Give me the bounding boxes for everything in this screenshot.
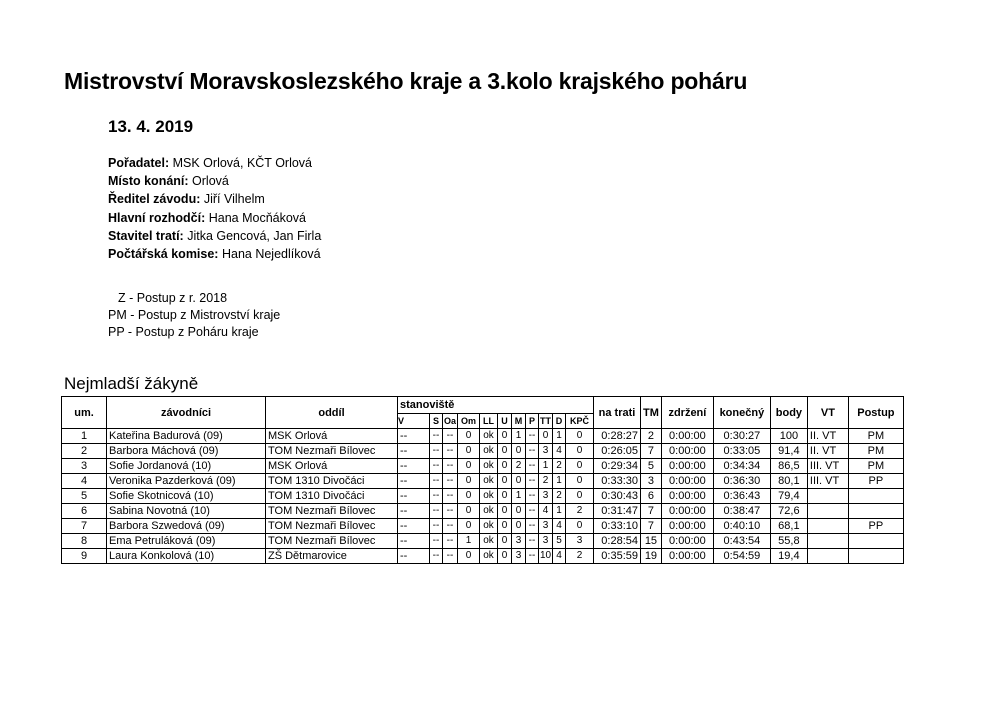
station-cell: 0	[566, 459, 594, 474]
on-course-cell: 0:35:59	[594, 549, 641, 564]
table-row	[62, 429, 904, 444]
station-cell: 0	[458, 519, 480, 534]
col-name: závodníci	[107, 397, 266, 429]
final-cell: 0:36:30	[713, 474, 770, 489]
station-cell: 0	[458, 429, 480, 444]
vt-cell	[807, 504, 848, 519]
advance-cell	[848, 489, 903, 504]
final-cell: 0:54:59	[713, 549, 770, 564]
points-cell: 80,1	[770, 474, 807, 489]
final-cell: 0:34:34	[713, 459, 770, 474]
station-col-v: V	[398, 414, 430, 429]
station-cell: 0	[498, 444, 512, 459]
station-cell: ok	[480, 444, 498, 459]
rank-cell: 1	[62, 429, 107, 444]
on-course-cell: 0:30:43	[594, 489, 641, 504]
station-cell: 2	[566, 549, 594, 564]
station-cell: ok	[480, 429, 498, 444]
station-col-kpč: KPČ	[566, 414, 594, 429]
advance-cell	[848, 549, 903, 564]
station-col-s: S	[430, 414, 443, 429]
tm-cell: 15	[641, 534, 662, 549]
club-cell: TOM 1310 Divočáci	[266, 474, 398, 489]
col-advance: Postup	[848, 397, 903, 429]
station-cell: 0	[498, 459, 512, 474]
col-tm: TM	[641, 397, 662, 429]
final-cell: 0:43:54	[713, 534, 770, 549]
rank-cell: 9	[62, 549, 107, 564]
vt-cell	[807, 519, 848, 534]
station-cell: 4	[553, 444, 566, 459]
station-cell: ok	[480, 549, 498, 564]
station-cell: --	[398, 504, 430, 519]
info-value: MSK Orlová, KČT Orlová	[172, 156, 313, 170]
station-cell: 2	[553, 489, 566, 504]
table-row	[62, 504, 904, 519]
delay-cell: 0:00:00	[661, 519, 713, 534]
on-course-cell: 0:33:30	[594, 474, 641, 489]
station-cell: --	[443, 519, 458, 534]
on-course-cell: 0:28:27	[594, 429, 641, 444]
info-value: Jiří Vilhelm	[203, 192, 265, 207]
table-row	[62, 549, 904, 564]
station-cell: 4	[553, 549, 566, 564]
delay-cell: 0:00:00	[661, 459, 713, 474]
club-cell: MSK Orlová	[266, 429, 398, 444]
club-cell: TOM Nezmaři Bílovec	[266, 534, 398, 549]
rank-cell: 7	[62, 519, 107, 534]
station-col-oa: Oa	[443, 414, 458, 429]
legend-item: Z - Postup z r. 2018	[118, 291, 228, 305]
tm-cell: 3	[641, 474, 662, 489]
station-cell: --	[526, 504, 539, 519]
points-cell: 86,5	[770, 459, 807, 474]
points-cell: 79,4	[770, 489, 807, 504]
results-table	[61, 396, 904, 564]
station-cell: 0	[458, 549, 480, 564]
table-row	[62, 459, 904, 474]
station-cell: 0	[458, 459, 480, 474]
name-cell: Sofie Jordanová (10)	[107, 459, 266, 474]
station-cell: 0	[458, 504, 480, 519]
vt-cell: III. VT	[807, 474, 848, 489]
delay-cell: 0:00:00	[661, 429, 713, 444]
event-info	[108, 154, 321, 263]
station-cell: 3	[539, 534, 553, 549]
rank-cell: 2	[62, 444, 107, 459]
vt-cell: II. VT	[807, 429, 848, 444]
station-cell: 0	[512, 519, 526, 534]
station-cell: --	[526, 519, 539, 534]
tm-cell: 7	[641, 444, 662, 459]
points-cell: 19,4	[770, 549, 807, 564]
delay-cell: 0:00:00	[661, 489, 713, 504]
station-cell: 3	[539, 444, 553, 459]
club-cell: ZŠ Dětmarovice	[266, 549, 398, 564]
col-stations: stanoviště	[398, 397, 594, 414]
station-cell: --	[398, 444, 430, 459]
col-on-course: na trati	[594, 397, 641, 429]
station-cell: 2	[539, 474, 553, 489]
info-row-director	[108, 190, 321, 208]
advance-cell	[848, 534, 903, 549]
page-title: Mistrovství Moravskoslezského kraje a 3.kolo krajského poháru	[64, 68, 748, 94]
name-cell: Barbora Máchová (09)	[107, 444, 266, 459]
info-label: Ředitel závodu:	[108, 192, 201, 207]
tm-cell: 5	[641, 459, 662, 474]
advance-cell: PM	[848, 459, 903, 474]
vt-cell	[807, 549, 848, 564]
table-row	[62, 489, 904, 504]
on-course-cell: 0:29:34	[594, 459, 641, 474]
station-cell: 0	[566, 519, 594, 534]
station-cell: --	[430, 519, 443, 534]
results-body	[62, 429, 904, 564]
station-cell: --	[430, 534, 443, 549]
station-cell: --	[398, 489, 430, 504]
station-cell: --	[443, 549, 458, 564]
info-label: Pořadatel:	[108, 156, 170, 170]
station-cell: 0	[498, 429, 512, 444]
station-col-tt: TT	[539, 414, 553, 429]
station-cell: 0	[498, 519, 512, 534]
info-label: Stavitel tratí:	[108, 228, 184, 243]
name-cell: Laura Konkolová (10)	[107, 549, 266, 564]
station-cell: ok	[480, 534, 498, 549]
station-cell: 0	[566, 444, 594, 459]
rank-cell: 3	[62, 459, 107, 474]
station-cell: --	[430, 489, 443, 504]
name-cell: Veronika Pazderková (09)	[107, 474, 266, 489]
name-cell: Kateřina Badurová (09)	[107, 429, 266, 444]
rank-cell: 5	[62, 489, 107, 504]
station-cell: ok	[480, 504, 498, 519]
vt-cell	[807, 489, 848, 504]
delay-cell: 0:00:00	[661, 504, 713, 519]
station-cell: ok	[480, 474, 498, 489]
section-title: Nejmladší žákyně	[64, 374, 199, 393]
station-cell: 0	[566, 489, 594, 504]
station-cell: 0	[566, 474, 594, 489]
on-course-cell: 0:33:10	[594, 519, 641, 534]
delay-cell: 0:00:00	[661, 474, 713, 489]
table-row	[62, 474, 904, 489]
col-points: body	[770, 397, 807, 429]
name-cell: Sabina Novotná (10)	[107, 504, 266, 519]
station-cell: 5	[553, 534, 566, 549]
station-cell: --	[398, 534, 430, 549]
station-cell: 1	[539, 459, 553, 474]
table-row	[62, 534, 904, 549]
info-value: Hana Mocňáková	[208, 210, 306, 225]
rank-cell: 4	[62, 474, 107, 489]
station-cell: 3	[512, 549, 526, 564]
station-cell: --	[398, 519, 430, 534]
legend-item: PP - Postup z Poháru kraje	[108, 325, 259, 339]
station-cell: --	[430, 459, 443, 474]
station-cell: 3	[512, 534, 526, 549]
info-row-organizer	[108, 154, 321, 172]
col-vt: VT	[807, 397, 848, 429]
col-rank: um.	[62, 397, 107, 429]
station-cell: --	[430, 474, 443, 489]
station-cell: --	[526, 549, 539, 564]
name-cell: Ema Petruláková (09)	[107, 534, 266, 549]
club-cell: TOM Nezmaři Bílovec	[266, 444, 398, 459]
delay-cell: 0:00:00	[661, 549, 713, 564]
station-col-d: D	[553, 414, 566, 429]
station-cell: --	[526, 489, 539, 504]
station-cell: --	[526, 534, 539, 549]
vt-cell: III. VT	[807, 459, 848, 474]
advance-cell: PP	[848, 519, 903, 534]
station-cell: --	[398, 459, 430, 474]
station-cell: 1	[512, 489, 526, 504]
station-col-ll: LL	[480, 414, 498, 429]
station-cell: 1	[553, 504, 566, 519]
station-cell: --	[526, 429, 539, 444]
station-cell: 0	[498, 549, 512, 564]
tm-cell: 7	[641, 504, 662, 519]
rank-cell: 6	[62, 504, 107, 519]
station-cell: 4	[539, 504, 553, 519]
delay-cell: 0:00:00	[661, 534, 713, 549]
tm-cell: 6	[641, 489, 662, 504]
name-cell: Barbora Szwedová (09)	[107, 519, 266, 534]
header-row	[62, 397, 904, 414]
legend-item: PM - Postup z Mistrovství kraje	[108, 308, 281, 322]
info-value: Jitka Gencová, Jan Firla	[187, 228, 322, 243]
vt-cell: II. VT	[807, 444, 848, 459]
station-cell: 0	[498, 504, 512, 519]
station-cell: 1	[553, 474, 566, 489]
station-cell: 0	[512, 504, 526, 519]
station-cell: 10	[539, 549, 553, 564]
info-value: Orlová	[192, 174, 229, 189]
station-cell: --	[398, 474, 430, 489]
vt-cell	[807, 534, 848, 549]
station-cell: 2	[553, 459, 566, 474]
station-cell: 2	[512, 459, 526, 474]
points-cell: 55,8	[770, 534, 807, 549]
on-course-cell: 0:26:05	[594, 444, 641, 459]
station-cell: --	[443, 444, 458, 459]
final-cell: 0:38:47	[713, 504, 770, 519]
station-cell: 3	[539, 519, 553, 534]
station-cell: 0	[498, 474, 512, 489]
station-cell: --	[526, 444, 539, 459]
station-cell: --	[398, 429, 430, 444]
info-row-venue	[108, 172, 321, 190]
info-row-referee	[108, 209, 321, 227]
tm-cell: 19	[641, 549, 662, 564]
advance-cell: PM	[848, 429, 903, 444]
station-cell: 1	[512, 429, 526, 444]
station-cell: --	[430, 504, 443, 519]
station-cell: 1	[458, 534, 480, 549]
info-value: Hana Nejedlíková	[221, 247, 321, 262]
final-cell: 0:33:05	[713, 444, 770, 459]
station-cell: --	[430, 429, 443, 444]
advancement-legend	[108, 290, 280, 341]
final-cell: 0:30:27	[713, 429, 770, 444]
station-cell: --	[443, 489, 458, 504]
station-cell: ok	[480, 459, 498, 474]
event-date: 13. 4. 2019	[108, 117, 194, 136]
station-cell: 0	[458, 444, 480, 459]
station-cell: 2	[566, 504, 594, 519]
info-label: Místo konání:	[108, 174, 189, 189]
tm-cell: 2	[641, 429, 662, 444]
station-col-p: P	[526, 414, 539, 429]
on-course-cell: 0:28:54	[594, 534, 641, 549]
col-delay: zdržení	[661, 397, 713, 429]
station-cell: --	[443, 429, 458, 444]
name-cell: Sofie Skotnicová (10)	[107, 489, 266, 504]
station-cell: 0	[458, 489, 480, 504]
table-row	[62, 519, 904, 534]
points-cell: 72,6	[770, 504, 807, 519]
station-cell: --	[443, 474, 458, 489]
station-cell: 0	[512, 444, 526, 459]
station-col-om: Om	[458, 414, 480, 429]
points-cell: 100	[770, 429, 807, 444]
station-cell: --	[430, 549, 443, 564]
station-cell: 4	[553, 519, 566, 534]
station-cell: 3	[566, 534, 594, 549]
club-cell: MSK Orlová	[266, 459, 398, 474]
station-cell: --	[526, 474, 539, 489]
final-cell: 0:36:43	[713, 489, 770, 504]
delay-cell: 0:00:00	[661, 444, 713, 459]
station-cell: --	[398, 549, 430, 564]
rank-cell: 8	[62, 534, 107, 549]
advance-cell	[848, 504, 903, 519]
station-cell: --	[443, 459, 458, 474]
station-col-m: M	[512, 414, 526, 429]
on-course-cell: 0:31:47	[594, 504, 641, 519]
station-cell: --	[443, 504, 458, 519]
table-row	[62, 444, 904, 459]
station-col-u: U	[498, 414, 512, 429]
points-cell: 68,1	[770, 519, 807, 534]
col-club: oddíl	[266, 397, 398, 429]
station-cell: 0	[458, 474, 480, 489]
tm-cell: 7	[641, 519, 662, 534]
info-row-committee	[108, 245, 321, 263]
station-cell: ok	[480, 489, 498, 504]
station-cell: 0	[498, 534, 512, 549]
station-cell: 1	[553, 429, 566, 444]
station-cell: 0	[498, 489, 512, 504]
station-cell: --	[443, 534, 458, 549]
final-cell: 0:40:10	[713, 519, 770, 534]
info-label: Počtářská komise:	[108, 247, 219, 262]
station-cell: --	[526, 459, 539, 474]
station-cell: 0	[566, 429, 594, 444]
advance-cell: PM	[848, 444, 903, 459]
club-cell: TOM 1310 Divočáci	[266, 489, 398, 504]
station-cell: --	[430, 444, 443, 459]
club-cell: TOM Nezmaři Bílovec	[266, 504, 398, 519]
info-row-builder	[108, 227, 321, 245]
station-cell: 0	[539, 429, 553, 444]
info-label: Hlavní rozhodčí:	[108, 210, 206, 225]
points-cell: 91,4	[770, 444, 807, 459]
station-cell: 3	[539, 489, 553, 504]
advance-cell: PP	[848, 474, 903, 489]
club-cell: TOM Nezmaři Bílovec	[266, 519, 398, 534]
station-cell: 0	[512, 474, 526, 489]
station-cell: ok	[480, 519, 498, 534]
col-final: konečný	[713, 397, 770, 429]
